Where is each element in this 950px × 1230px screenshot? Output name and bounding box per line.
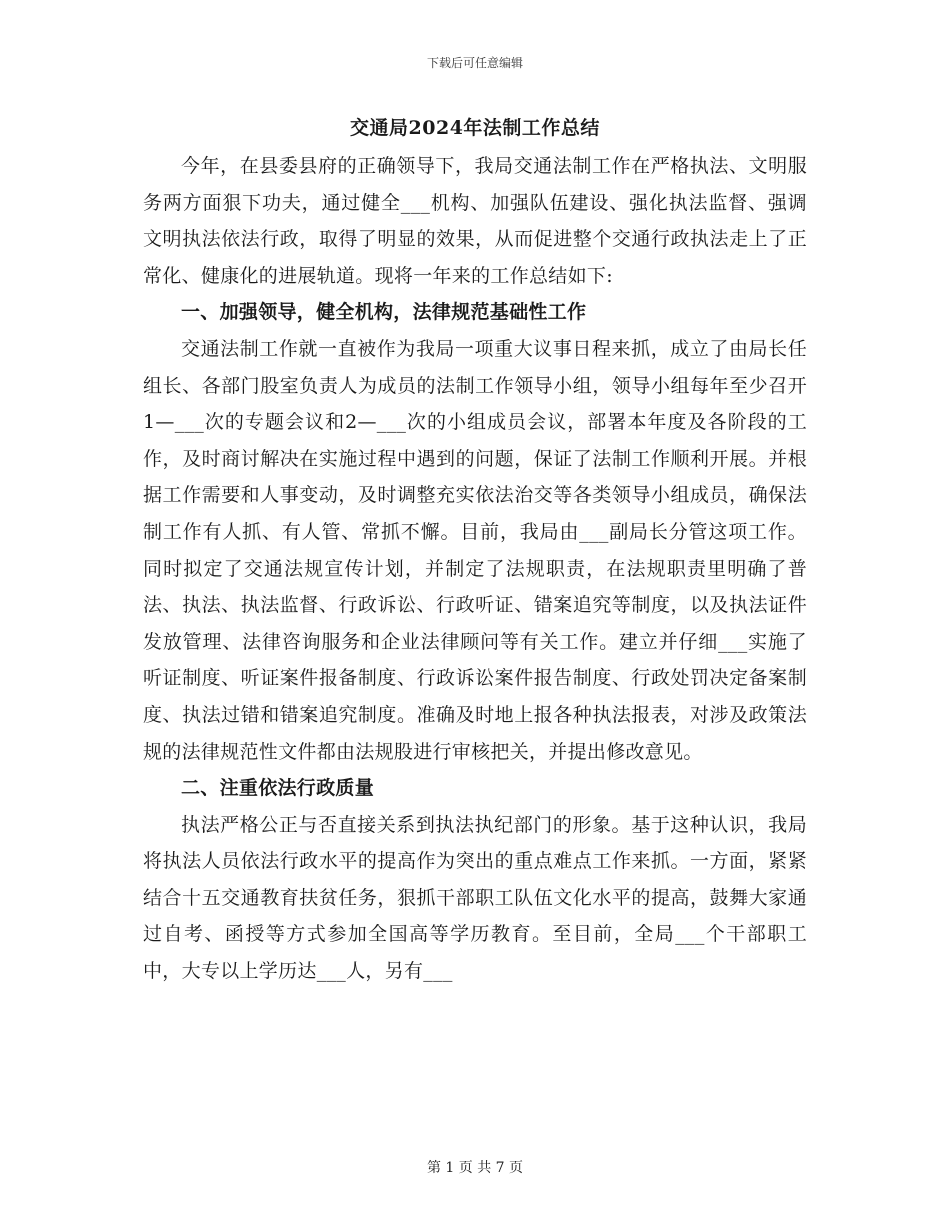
section-heading-2: 二、注重依法行政质量	[181, 777, 375, 800]
intro-paragraph: 今年，在县委县府的正确领导下，我局交通法制工作在严格执法、文明服务两方面狠下功夫，通过健全___机构、加强队伍建设、强化执法监督、强调文明执法依法行政，取得了明显的效果，从而促进整个交通行政执法走上了正常化、健康化的进展轨道。现将一年来的工作总结如下:	[143, 155, 807, 287]
section-paragraph-2: 执法严格公正与否直接关系到执法执纪部门的形象。基于这种认识，我局将执法人员依法行政水平的提高作为突出的重点难点工作来抓。一方面，紧紧结合十五交通教育扶贫任务，狠抓干部职工队伍文化水平的提高，鼓舞大家通过自考、函授等方式参加全国高等学历教育。至目前，全局___个干部职工中，大专以上学历达___人，另有___	[143, 813, 807, 983]
document-title: 交通局2024年法制工作总结	[350, 117, 600, 139]
section-paragraph-1: 交通法制工作就一直被作为我局一项重大议事日程来抓，成立了由局长任组长、各部门股室负责人为成员的法制工作领导小组，领导小组每年至少召开1—___次的专题会议和2—___次的小组成员会议，部署本年度及各阶段的工作，及时商讨解决在实施过程中遇到的问题，保证了法制工作顺利开展。并根据工作需要和人事变动，及时调整充实依法治交等各类领导小组成员，确保法制工作有人抓、有人管、常抓不懈。目前，我局由___副局长分管这项工作。同时拟定了交通法规宣传计划，并制定了法规职责，在法规职责里明确了普法、执法、执法监督、行政诉讼、行政听证、错案追究等制度，以及执法证件发放管理、法律咨询服务和企业法律顾问等有关工作。建立并仔细___实施了听证制度、听证案件报备制度、行政诉讼案件报告制度、行政处罚决定备案制度、执法过错和错案追究制度。准确及时地上报各种执法报表，对涉及政策法规的法律规范性文件都由法规股进行审核把关，并提出修改意见。	[143, 337, 807, 763]
page-header-note: 下载后可任意编辑	[426, 56, 523, 70]
section-heading-1: 一、加强领导，健全机构，法律规范基础性工作	[181, 301, 587, 324]
page-number: 第 1 页 共 7 页	[426, 1160, 524, 1176]
document-body	[143, 110, 807, 990]
